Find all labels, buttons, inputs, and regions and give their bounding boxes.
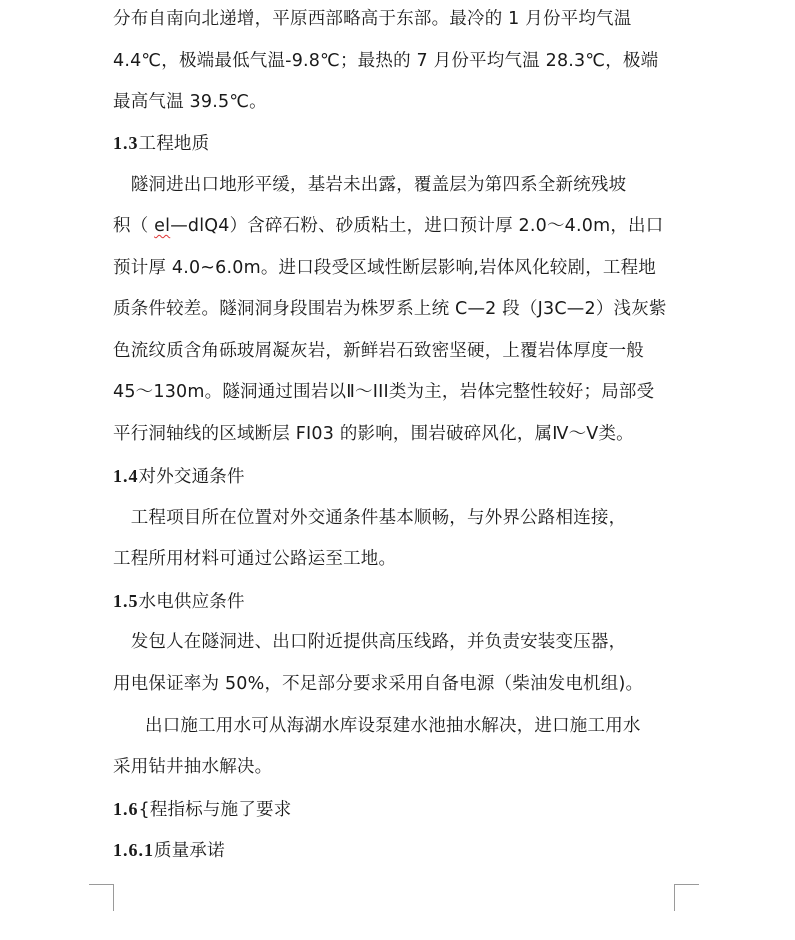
heading-number: 1.6 <box>113 799 139 819</box>
heading-title: {程指标与施了要求 <box>138 800 292 820</box>
paragraph-climate-line-1: 分布自南向北递增，平原西部略高于东部。最冷的 1 月份平均气温 <box>113 9 632 29</box>
heading-number: 1.5 <box>113 591 139 611</box>
heading-number: 1.3 <box>113 133 139 153</box>
paragraph-traffic-line-1: 工程项目所在位置对外交通条件基本顺畅，与外界公路相连接， <box>113 508 627 528</box>
paragraph-geology-line-5: 色流纹质含角砾玻屑凝灰岩，新鲜岩石致密坚硬，上覆岩体厚度一般 <box>113 341 644 361</box>
paragraph-water-line-2: 采用钻井抽水解决。 <box>113 757 273 777</box>
text-run: 积（ <box>113 216 155 236</box>
page-corner-mark-right <box>674 884 699 911</box>
heading-title: 对外交通条件 <box>138 467 245 487</box>
paragraph-geology-line-2 <box>113 211 663 241</box>
paragraph-climate-line-3: 最高气温 39.5℃。 <box>113 92 267 112</box>
heading-title: 水电供应条件 <box>138 592 245 612</box>
heading-number: 1.4 <box>113 466 139 486</box>
paragraph-geology-line-7: 平行洞轴线的区域断层 FI03 的影响，围岩破碎风化，属Ⅳ～Ⅴ类。 <box>113 424 634 444</box>
page-corner-mark-left <box>89 884 114 911</box>
paragraph-geology-line-4: 质条件较差。隧洞洞身段围岩为株罗系上统 C—2 段（J3C—2）浅灰紫 <box>113 299 667 319</box>
heading-1-5 <box>113 586 245 616</box>
heading-number: 1.6.1 <box>113 840 154 860</box>
paragraph-climate-line-2: 4.4℃，极端最低气温-9.8℃；最热的 7 月份平均气温 28.3℃，极端 <box>113 51 659 71</box>
heading-1-6 <box>113 794 291 824</box>
heading-1-3 <box>113 128 209 158</box>
paragraph-geology-line-6: 45～130m。隧洞通过围岩以Ⅱ～III类为主，岩体完整性较好；局部受 <box>113 382 655 402</box>
paragraph-geology-line-1: 隧洞进出口地形平缓，基岩未出露，覆盖层为第四系全新统残坡 <box>113 175 627 195</box>
heading-title: 工程地质 <box>138 134 210 154</box>
paragraph-power-line-1: 发包人在隧洞进、出口附近提供高压线路，并负责安装变压器， <box>113 632 627 652</box>
paragraph-water-line-1: 出口施工用水可从海湖水库设泵建水池抽水解决，进口施工用水 <box>145 716 641 736</box>
heading-1-6-1 <box>113 835 225 865</box>
text-run: —dlQ4）含碎石粉、砂质粘土，进口预计厚 2.0～4.0m，出口 <box>170 216 664 236</box>
paragraph-power-line-2: 用电保证率为 50%，不足部分要求采用自备电源（柴油发电机组)。 <box>113 674 644 694</box>
heading-1-4 <box>113 461 245 491</box>
heading-title: 质量承诺 <box>154 841 225 861</box>
paragraph-geology-line-3: 预计厚 4.0~6.0m。进口段受区域性断层影响,岩体风化较剧，工程地 <box>113 258 656 278</box>
paragraph-traffic-line-2: 工程所用材料可通过公路运至工地。 <box>113 549 397 569</box>
spellcheck-underlined-word: el <box>154 216 171 236</box>
